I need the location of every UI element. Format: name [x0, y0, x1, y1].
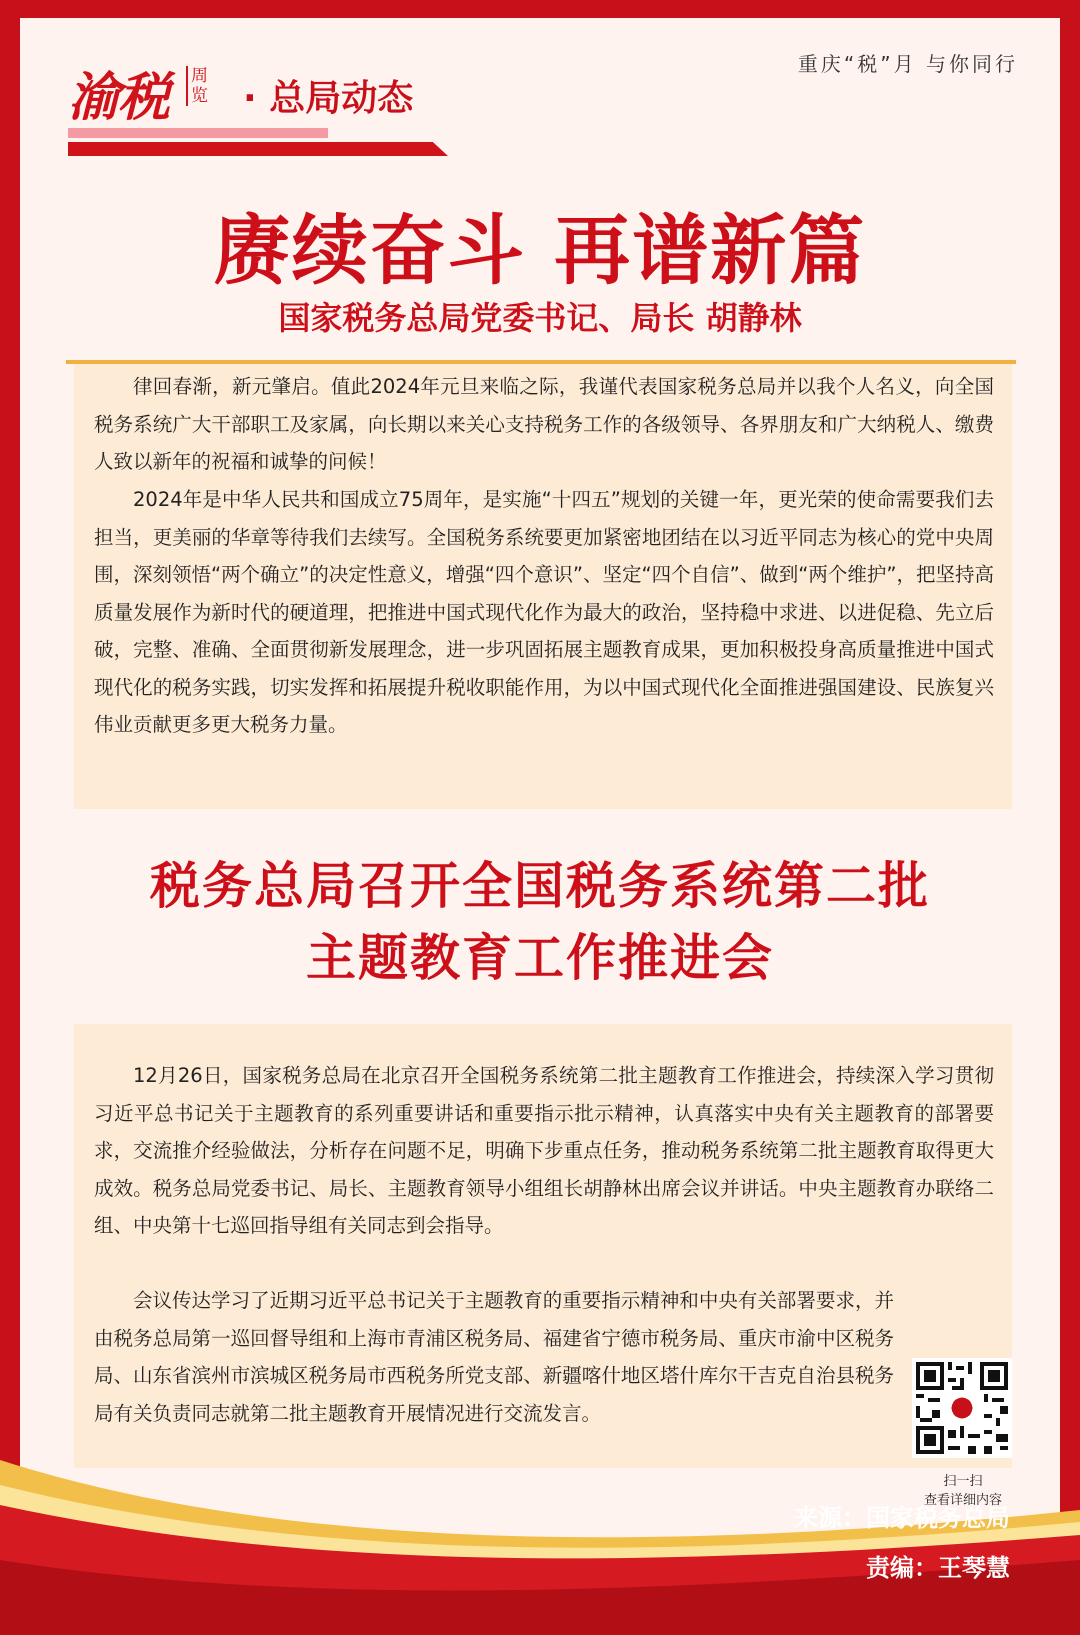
article1-paragraph-1: 律回春渐，新元肇启。值此2024年元旦来临之际，我谨代表国家税务总局并以我个人名义，向全国税务系统广大干部职工及家属，向长期以来关心支持税务工作的各级领导、各界朋友和广大纳税人、缴费人致以新年的祝福和诚挚的问候！	[94, 375, 994, 473]
qr-label-details: 查看详细内容	[923, 1493, 1002, 1508]
footer-wave	[0, 1440, 1080, 1635]
article2-paragraph-2: 会议传达学习了近期习近平总书记关于主题教育的重要指示精神和中央有关部署要求，并由税务总局第一巡回督导组和上海市青浦区税务局、福建省宁德市税务局、重庆市渝中区税务局、山东省滨州市滨城区税务局市西税务所党支部、新疆喀什地区塔什库尔干吉克自治县税务局有关负责同志就第二批主题教育开展情况进行交流发言。	[94, 1289, 894, 1425]
header-decoration-pink	[68, 128, 328, 138]
logo-subtitle: 周览	[186, 66, 209, 106]
article2-paragraph-1: 12月26日，国家税务总局在北京召开全国税务系统第二批主题教育工作推进会，持续深入学习贯彻习近平总书记关于主题教育的系列重要讲话和重要指示批示精神，认真落实中央有关主题教育的部署要求，交流推介经验做法，分析存在问题不足，明确下步重点任务，推动税务系统第二批主题教育取得更大成效。税务总局党委书记、局长、主题教育领导小组组长胡静林出席会议并讲话。中央主题教育办联络二组、中央第十七巡回指导组有关同志到会指导。	[94, 1064, 994, 1237]
section-title: · 总局动态	[243, 78, 414, 119]
qr-label-scan: 扫一扫	[943, 1474, 983, 1489]
qr-code-icon[interactable]	[912, 1358, 1012, 1458]
slogan: 重庆“税”月 与你同行	[797, 52, 1018, 76]
article1-title: 赓续奋斗 再谱新篇	[213, 206, 867, 295]
header-decoration-red	[68, 142, 448, 156]
editor-credit: 责编：王琴慧	[866, 1554, 1010, 1582]
article2-title-line2: 主题教育工作推进会	[306, 929, 774, 987]
logo: 渝税	[68, 67, 169, 128]
article1-paragraph-2: 2024年是中华人民共和国成立75周年，是实施“十四五”规划的关键一年，更光荣的使命需要我们去担当，更美丽的华章等待我们去续写。全国税务系统要更加紧密地团结在以习近平同志为核心的党中央周围，深刻领悟“两个确立”的决定性意义，增强“四个意识”、坚定“四个自信”、做到“两个维护”，把坚持高质量发展作为新时代的硬道理，把推进中国式现代化作为最大的政治，坚持稳中求进、以进促稳、先立后破，完整、准确、全面贯彻新发展理念，进一步巩固拓展主题教育成果，更加积极投身高质量推进中国式现代化的税务实践，切实发挥和拓展提升税收职能作用，为以中国式现代化全面推进强国建设、民族复兴伟业贡献更多更大税务力量。	[94, 488, 994, 736]
article2-title	[0, 850, 1080, 994]
source-credit: 来源：国家税务总局	[794, 1504, 1010, 1532]
article1-byline: 国家税务总局党委书记、局长 胡静林	[278, 299, 802, 337]
article2-title-line1: 税务总局召开全国税务系统第二批	[150, 857, 930, 915]
